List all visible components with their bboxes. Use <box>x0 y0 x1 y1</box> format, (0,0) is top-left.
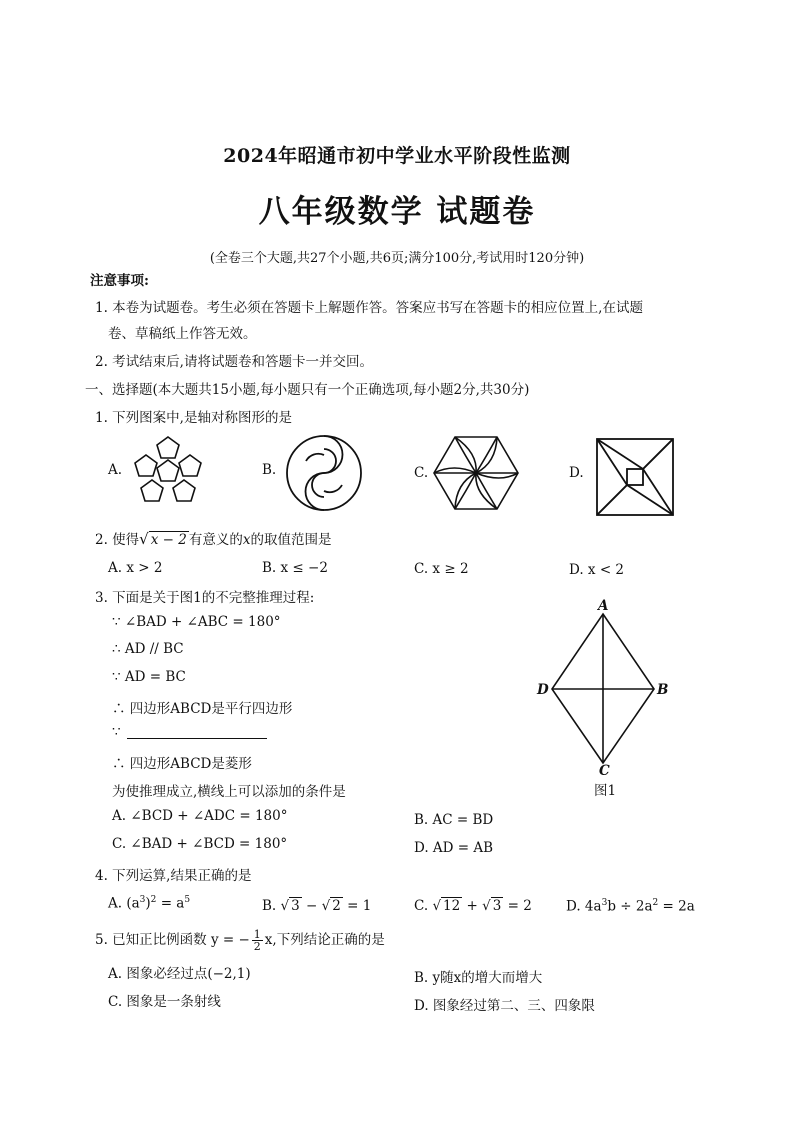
q5-option-a: A. 图象必经过点(−2,1) <box>108 966 251 982</box>
circle-swirl-figure <box>284 433 364 513</box>
section-heading: 一、选择题(本大题共15小题,每小题只有一个正确选项,每小题2分,共30分) <box>85 382 530 398</box>
q4-option-a: A. $(a^3)^2 = a^5$ <box>108 895 191 912</box>
q3-option-d: D. AD = AB <box>414 840 494 856</box>
note-1-line1: 1. 本卷为试题卷。考生必须在答题卡上解题作答。答案应书写在答题卡的相应位置上,在试题 <box>95 300 643 316</box>
exam-subject-title: 八年级数学 试题卷 <box>258 194 536 230</box>
q4-stem: 4. 下列运算,结果正确的是 <box>95 868 252 884</box>
vertex-label-b: B <box>657 682 669 698</box>
pentagon-cluster-figure <box>126 433 210 513</box>
q2-option-a: A. x > 2 <box>108 560 163 576</box>
q3-blank-line <box>127 726 267 739</box>
q3-stem: 3. 下面是关于图1的不完整推理过程: <box>95 590 315 606</box>
q3-step-6: ∴ 四边形ABCD是菱形 <box>112 756 252 772</box>
q2-option-b: B. x ≤ −2 <box>262 560 328 576</box>
q4-option-d: D. $4a^3b \div 2a^2 = 2a$ <box>566 898 695 915</box>
q3-step-2: ∴ AD // BC <box>112 641 184 657</box>
figure-caption: 图1 <box>594 783 617 799</box>
q2-stem: 2. 使得√ x − 2 有意义的x的取值范围是 <box>95 530 332 548</box>
q2-stem-end: 的取值范围是 <box>250 532 332 548</box>
q2-variable: x <box>242 532 251 548</box>
exam-info: (全卷三个大题,共27个小题,共6页;满分100分,考试用时120分钟) <box>209 251 585 266</box>
note-1-line2: 卷、草稿纸上作答无效。 <box>108 326 257 342</box>
square-pinwheel-figure <box>596 438 674 516</box>
q3-step-4: ∴ 四边形ABCD是平行四边形 <box>112 701 293 717</box>
q5-option-b: B. y随x的增大而增大 <box>414 970 543 986</box>
q5-option-d: D. 图象经过第二、三、四象限 <box>414 998 595 1014</box>
notes-heading: 注意事项: <box>90 273 149 289</box>
vertex-label-d: D <box>537 682 549 698</box>
vertex-label-a: A <box>598 598 609 614</box>
q3-question: 为使推理成立,横线上可以添加的条件是 <box>112 784 346 800</box>
hexagon-petal-figure <box>434 435 518 511</box>
q2-stem-post: 有意义的 <box>188 532 243 548</box>
q2-stem-pre: 2. 使得 <box>95 532 140 548</box>
q3-step-1: ∵ ∠BAD + ∠ABC = 180° <box>112 614 281 630</box>
q5-fraction: $\frac{1}{2}$ <box>253 928 261 953</box>
q3-option-b: B. AC = BD <box>414 812 494 828</box>
q4-option-c: C. √ 12 + √ 3 = 2 <box>414 898 532 914</box>
vertex-label-c: C <box>599 763 610 779</box>
q1-option-b-label: B. <box>262 462 277 478</box>
q1-option-c-label: C. <box>414 465 429 481</box>
q5-option-c: C. 图象是一条射线 <box>108 994 221 1010</box>
q3-option-c: C. ∠BAD + ∠BCD = 180° <box>112 836 288 852</box>
q1-stem: 1. 下列图案中,是轴对称图形的是 <box>95 410 292 426</box>
q2-option-c: C. x ≥ 2 <box>414 561 469 577</box>
q3-option-a: A. ∠BCD + ∠ADC = 180° <box>112 808 288 824</box>
exam-title: 2024年昭通市初中学业水平阶段性监测 <box>223 145 571 167</box>
q1-option-d-label: D. <box>569 465 584 481</box>
q2-option-d: D. x < 2 <box>569 562 625 578</box>
q2-radicand: x − 2 <box>150 532 187 548</box>
note-2: 2. 考试结束后,请将试题卷和答题卡一并交回。 <box>95 354 373 370</box>
q3-step-3: ∵ AD = BC <box>112 669 186 685</box>
q5-stem: 5. 已知正比例函数 y = − $\frac{1}{2}$ x,下列结论正确的是 <box>95 928 385 953</box>
q3-step-5: ∵ <box>112 724 267 740</box>
rhombus-figure <box>536 600 676 785</box>
q1-option-a-label: A. <box>108 462 123 478</box>
q4-option-b: B. √ 3 − √ 2 = 1 <box>262 898 372 914</box>
